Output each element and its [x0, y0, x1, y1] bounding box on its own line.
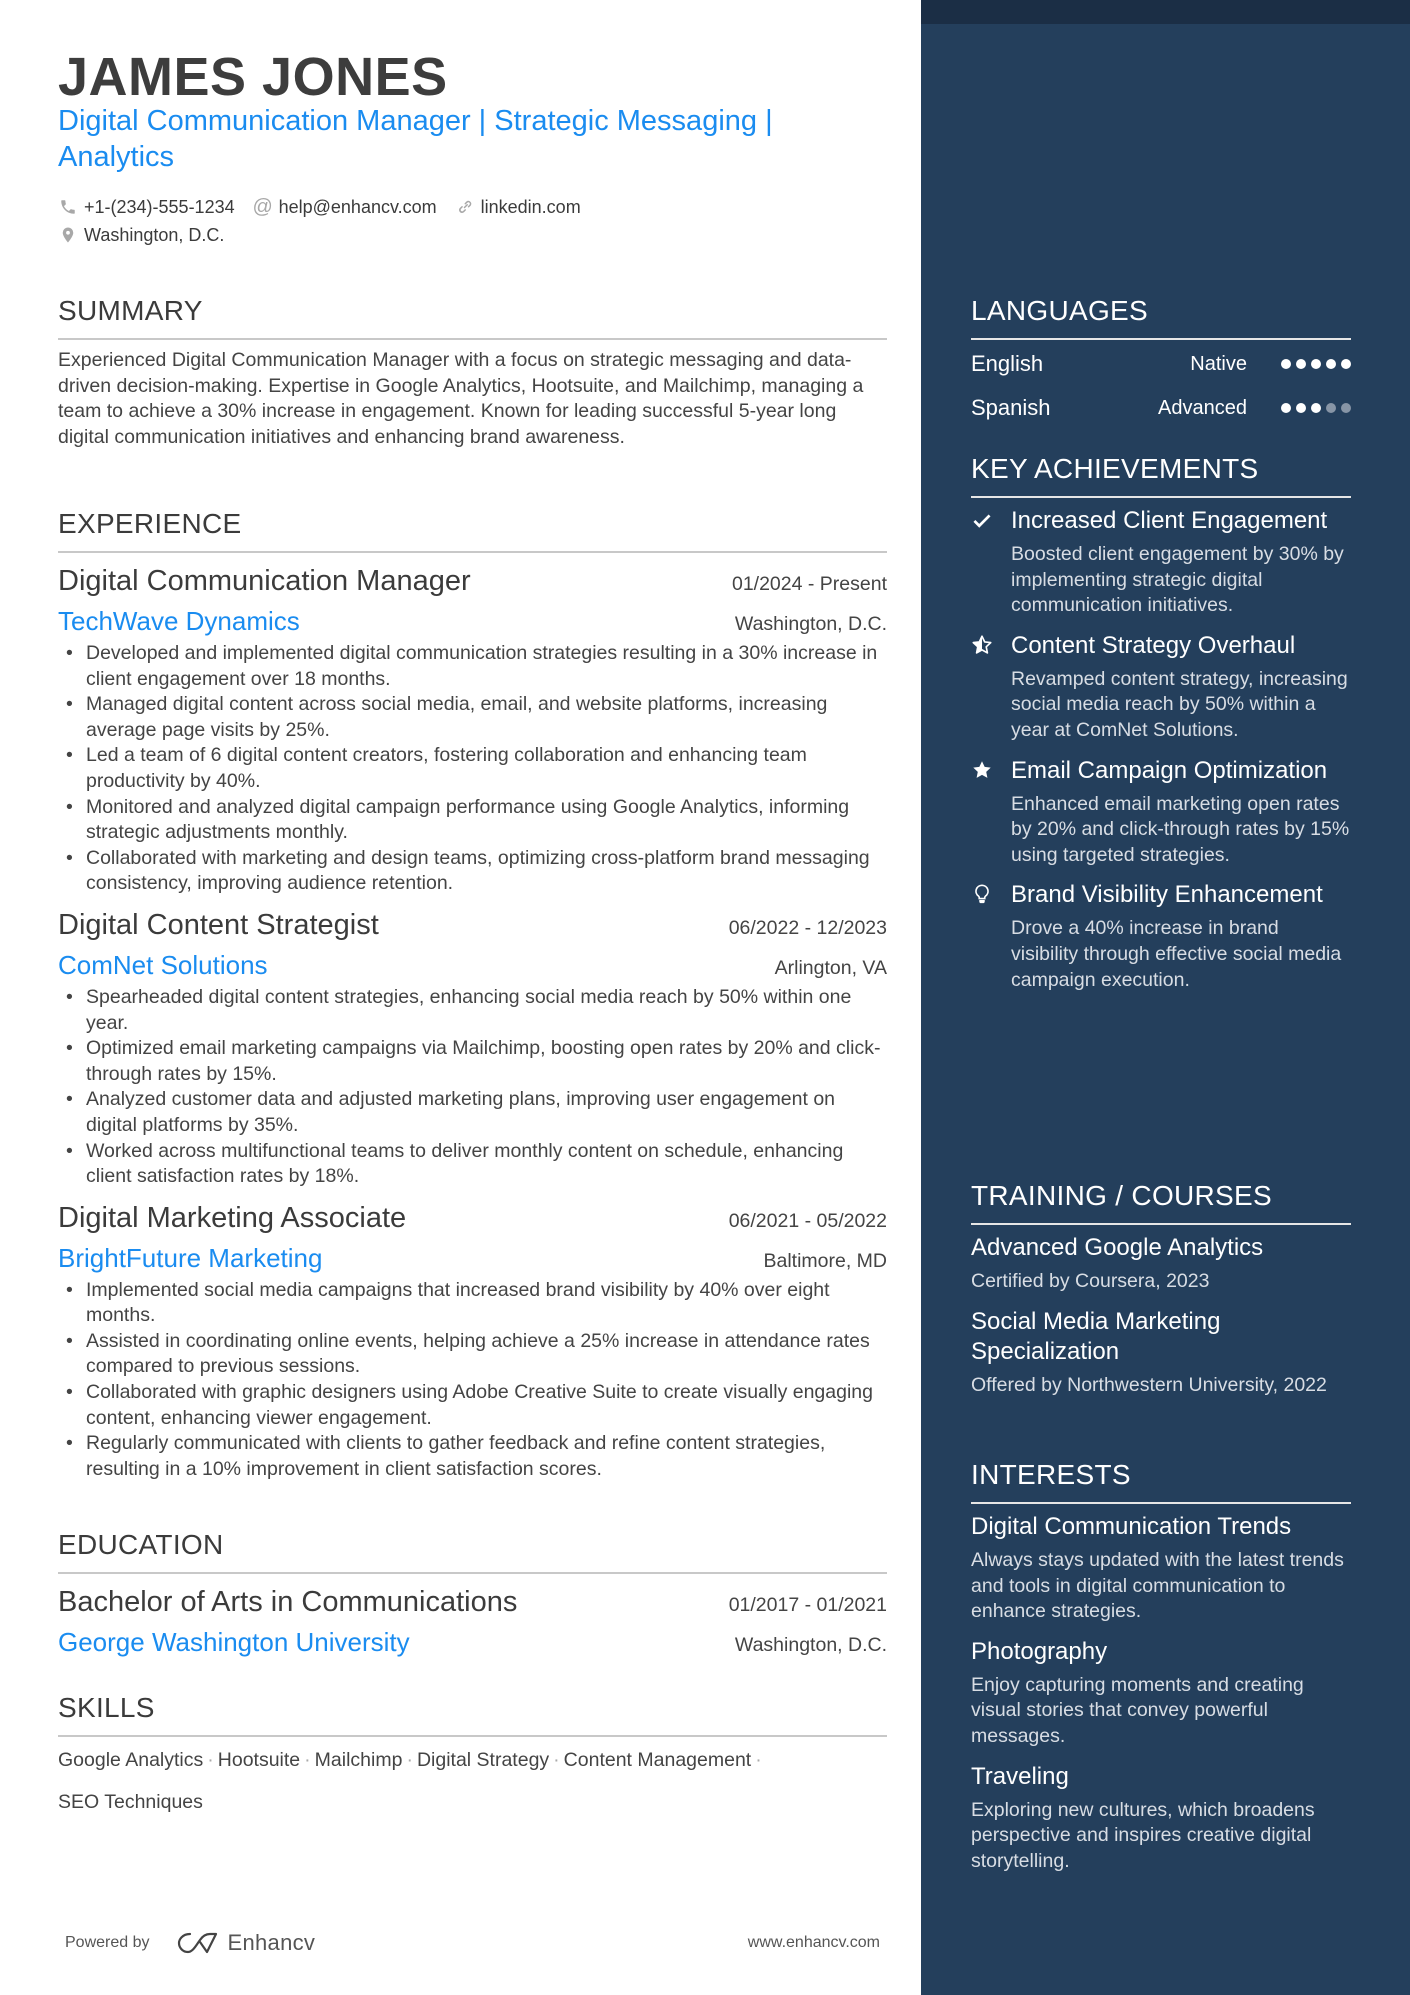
contact-email[interactable]: @ help@enhancv.com: [252, 195, 437, 218]
sidebar-top-band: [921, 0, 1410, 24]
language-name: Spanish: [971, 395, 1051, 420]
bullet-item: • Managed digital content across social media, email, and website platforms, increasing average page visits by 25%.: [58, 692, 887, 743]
language-item: [971, 342, 1351, 386]
divider: [971, 338, 1351, 340]
experience-heading: EXPERIENCE: [58, 508, 242, 539]
star-icon: [971, 756, 1011, 869]
achievement-item: [971, 756, 1351, 869]
course-item: [971, 1307, 1351, 1399]
course-desc: Certified by Coursera, 2023: [971, 1270, 1210, 1292]
divider: [58, 551, 887, 553]
dot-empty: [1341, 403, 1351, 413]
bullet-item: • Implemented social media campaigns that increased brand visibility by 40% over eight months.: [58, 1278, 887, 1329]
enhancv-logo-icon: [176, 1930, 222, 1956]
bullet-item: • Collaborated with graphic designers using Adobe Creative Suite to create visually engaging content, enhancing viewer engagement.: [58, 1380, 887, 1431]
achievement-desc: Boosted client engagement by 30% by implementing strategic digital communication initiatives.: [1011, 543, 1344, 617]
footer: [65, 1928, 880, 1958]
at-sign-icon: @: [252, 195, 273, 218]
achievement-title: Increased Client Engagement: [1011, 507, 1328, 534]
interest-desc: Always stays updated with the latest trends and tools in digital communication to enhance strategies.: [971, 1549, 1344, 1623]
skill-item: SEO Techniques: [58, 1791, 203, 1813]
achievement-item: [971, 631, 1351, 744]
job-entry: [58, 907, 887, 1190]
divider: [971, 496, 1351, 498]
dot-filled: [1296, 359, 1306, 369]
dot-empty: [1326, 403, 1336, 413]
job-company: TechWave Dynamics: [58, 606, 300, 636]
training-heading: TRAINING / COURSES: [971, 1180, 1272, 1211]
course-desc: Offered by Northwestern University, 2022: [971, 1373, 1327, 1396]
map-pin-icon: [58, 225, 78, 245]
footer-url[interactable]: www.enhancv.com: [747, 1934, 880, 1951]
job-bullets: [58, 1278, 887, 1483]
brand-name: Enhancv: [227, 1930, 316, 1955]
bullet-item: • Monitored and analyzed digital campaign performance using Google Analytics, informing strategic adjustments monthly.: [58, 795, 887, 846]
job-role: Digital Content Strategist: [58, 908, 379, 941]
bullet-item: • Developed and implemented digital communication strategies resulting in a 30% increase in client engagement over 18 months.: [58, 641, 887, 692]
candidate-name: JAMES JONES: [58, 47, 448, 107]
bullet-item: • Assisted in coordinating online events, helping achieve a 25% increase in attendance rates compared to previous sessions.: [58, 1329, 887, 1380]
dot-filled: [1341, 359, 1351, 369]
skill-item: Digital Strategy: [416, 1749, 550, 1771]
achievement-title: Content Strategy Overhaul: [1011, 631, 1296, 659]
proficiency-dots: [1281, 359, 1351, 369]
job-dates: 06/2022 - 12/2023: [728, 916, 887, 939]
job-company: BrightFuture Marketing: [58, 1242, 323, 1273]
education-entry: [58, 1584, 887, 1658]
job-entry: [58, 563, 887, 897]
separator: ·: [304, 1749, 311, 1771]
training-section: [971, 1179, 1351, 1398]
job-location: Arlington, VA: [774, 956, 887, 979]
powered-by-label: Powered by: [65, 1934, 150, 1951]
interests-section: [971, 1458, 1351, 1874]
separator: ·: [406, 1749, 413, 1771]
candidate-title: Digital Communication Manager | Strategic Messaging | Analytics: [58, 105, 773, 173]
dot-filled: [1326, 359, 1336, 369]
separator: ·: [755, 1749, 762, 1771]
contact-location: Washington, D.C.: [58, 225, 224, 246]
achievement-item: [971, 880, 1351, 993]
lightbulb-icon: [971, 880, 1011, 993]
interest-desc: Exploring new cultures, which broadens perspective and inspires creative digital storytelling.: [971, 1798, 1315, 1872]
divider: [58, 1735, 887, 1737]
language-level: Native: [1190, 352, 1247, 375]
job-role: Digital Marketing Associate: [58, 1201, 407, 1234]
interest-title: Traveling: [971, 1762, 1069, 1790]
achievement-title: Brand Visibility Enhancement: [1011, 881, 1323, 909]
separator: ·: [553, 1749, 560, 1771]
language-name: English: [971, 351, 1044, 376]
achievements-heading: KEY ACHIEVEMENTS: [971, 453, 1259, 484]
job-company: ComNet Solutions: [58, 949, 268, 980]
job-role: Digital Communication Manager: [58, 565, 471, 597]
interest-item: [971, 1762, 1351, 1875]
job-bullets: [58, 985, 887, 1190]
achievement-desc: Drove a 40% increase in brand visibility through effective social media campaign execution.: [1011, 917, 1342, 991]
check-icon: [971, 506, 1011, 619]
dot-filled: [1311, 359, 1321, 369]
language-level: Advanced: [1158, 396, 1247, 419]
dot-filled: [1281, 359, 1291, 369]
divider: [58, 1572, 887, 1574]
education-location: Washington, D.C.: [734, 1634, 887, 1656]
experience-section: [58, 507, 887, 1482]
achievements-section: [971, 452, 1351, 993]
phone-icon: [58, 197, 78, 217]
job-location: Baltimore, MD: [763, 1249, 887, 1272]
separator: ·: [207, 1749, 214, 1771]
half-star-icon: [971, 631, 1011, 744]
skills-heading: SKILLS: [58, 1692, 155, 1723]
education-section: [58, 1528, 887, 1658]
interest-title: Digital Communication Trends: [971, 1513, 1292, 1540]
job-dates: 01/2024 - Present: [731, 573, 887, 595]
bullet-item: • Optimized email marketing campaigns via Mailchimp, boosting open rates by 20% and click-through rates by 15%.: [58, 1036, 887, 1087]
language-item: [971, 386, 1351, 430]
skill-item: Google Analytics: [58, 1749, 204, 1771]
achievement-desc: Revamped content strategy, increasing social media reach by 50% within a year at ComNet Solutions.: [1011, 667, 1348, 741]
job-dates: 06/2021 - 05/2022: [728, 1209, 887, 1232]
link-icon: [455, 197, 475, 217]
contact-phone: +1-(234)-555-1234: [58, 197, 235, 218]
school: George Washington University: [58, 1627, 410, 1657]
divider: [58, 338, 887, 340]
dot-filled: [1281, 403, 1291, 413]
education-dates: 01/2017 - 01/2021: [728, 1594, 887, 1616]
contact-info: [58, 193, 887, 249]
interest-item: [971, 1512, 1351, 1625]
interest-title: Photography: [971, 1637, 1108, 1665]
bullet-item: • Regularly communicated with clients to gather feedback and refine content strategies, resulting in a 10% improvement in client satisfaction scores.: [58, 1431, 887, 1482]
skill-item: Hootsuite: [217, 1749, 301, 1771]
bullet-item: • Collaborated with marketing and design teams, optimizing cross-platform brand messaging consistency, improving audience retention.: [58, 846, 887, 897]
dot-filled: [1311, 403, 1321, 413]
bullet-item: • Analyzed customer data and adjusted marketing plans, improving user engagement on digital platforms by 35%.: [58, 1087, 887, 1138]
skills-section: [58, 1691, 887, 1823]
interest-item: [971, 1637, 1351, 1750]
proficiency-dots: [1281, 403, 1351, 413]
degree: Bachelor of Arts in Communications: [58, 1586, 518, 1618]
skill-item: Mailchimp: [314, 1749, 403, 1771]
divider: [971, 1223, 1351, 1225]
enhancv-logo[interactable]: [176, 1930, 316, 1956]
course-title: Social Media Marketing Specialization: [971, 1307, 1221, 1365]
languages-section: [971, 294, 1351, 430]
job-entry: [58, 1200, 887, 1483]
sidebar: [921, 0, 1410, 1995]
education-heading: EDUCATION: [58, 1529, 224, 1560]
interest-desc: Enjoy capturing moments and creating visual stories that convey powerful messages.: [971, 1673, 1304, 1747]
skill-item: Content Management: [563, 1749, 752, 1771]
summary-heading: SUMMARY: [58, 295, 203, 326]
summary-section: [58, 294, 887, 450]
course-title: Advanced Google Analytics: [971, 1234, 1264, 1261]
job-bullets: [58, 641, 887, 897]
divider: [971, 1502, 1351, 1504]
dot-filled: [1296, 403, 1306, 413]
job-location: Washington, D.C.: [734, 613, 887, 635]
course-item: [971, 1233, 1351, 1295]
achievement-title: Email Campaign Optimization: [1011, 756, 1328, 784]
bullet-item: • Led a team of 6 digital content creators, fostering collaboration and enhancing team productivity by 40%.: [58, 743, 887, 794]
languages-heading: LANGUAGES: [971, 295, 1148, 326]
interests-heading: INTERESTS: [971, 1459, 1131, 1490]
achievement-desc: Enhanced email marketing open rates by 20% and click-through rates by 15% using targeted strategies.: [1011, 792, 1350, 866]
achievement-item: [971, 506, 1351, 619]
skills-list: [58, 1739, 887, 1823]
bullet-item: • Spearheaded digital content strategies, enhancing social media reach by 50% within one year.: [58, 985, 887, 1036]
bullet-item: • Worked across multifunctional teams to deliver monthly content on schedule, enhancing client satisfaction rates by 18%.: [58, 1139, 887, 1190]
contact-website[interactable]: linkedin.com: [455, 197, 581, 218]
summary-text: Experienced Digital Communication Manager with a focus on strategic messaging and data-driven decision-making. Expertise in Google Analytics, Hootsuite, and Mailchimp, managing a team to achieve a 30% increase in engagement. Known for leading successful 5-year long digital communication initiatives and enhancing brand awareness.: [58, 349, 864, 448]
